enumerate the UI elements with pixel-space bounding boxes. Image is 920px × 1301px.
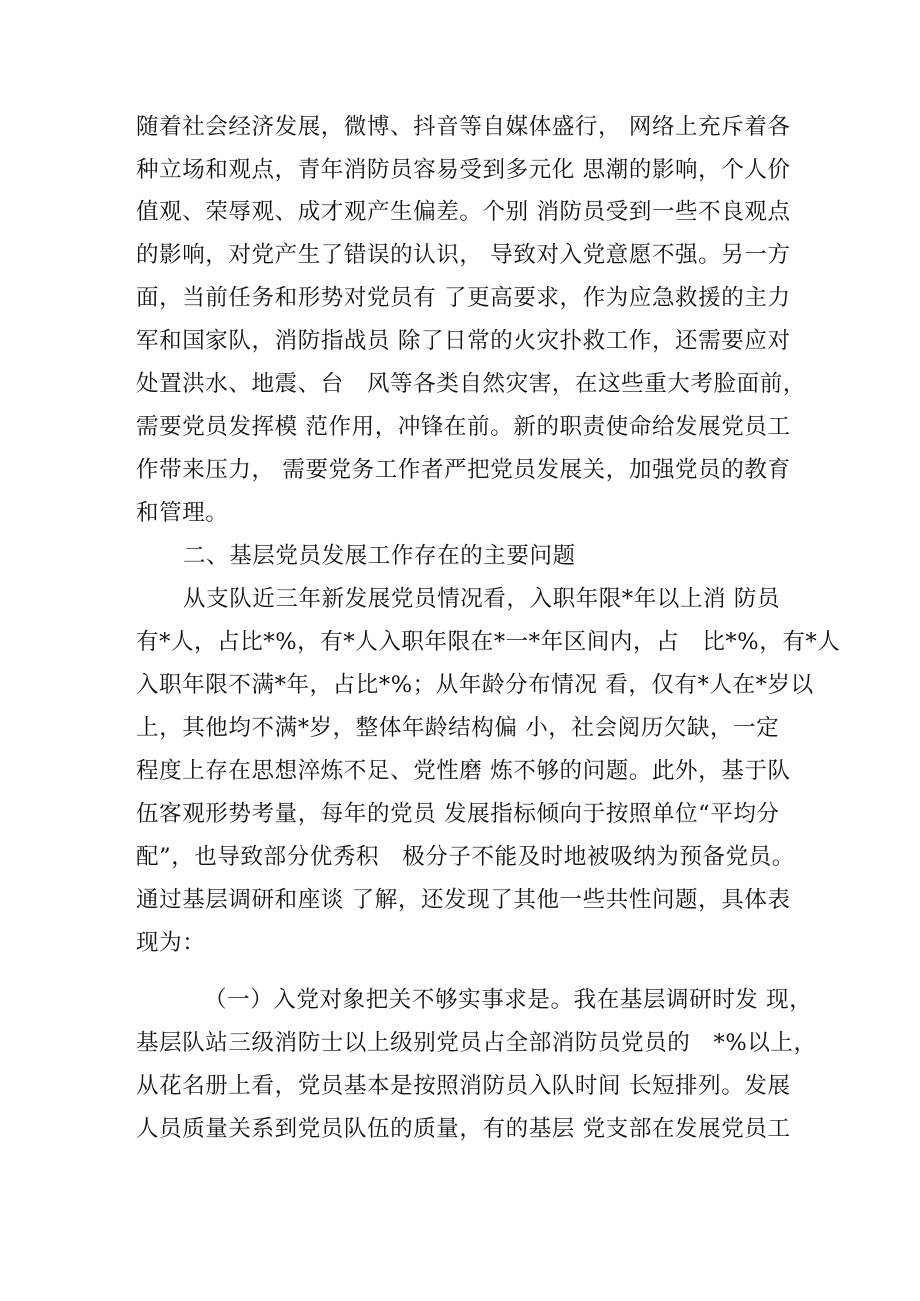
text-line: 有*人，占比*%，有*人入职年限在*一*年区间内，占 比*%，有*人	[136, 629, 841, 655]
text-line: 需要党员发挥模 范作用，冲锋在前。新的职责使命给发展党员工	[136, 414, 791, 440]
text-line: 基层队站三级消防士以上级别党员占全部消防员党员的 *%以上，	[136, 1030, 817, 1056]
text-line: 种立场和观点，青年消防员容易受到多元化 思潮的影响，个人价	[136, 157, 791, 183]
text-line: 处置洪水、地震、台 风等各类自然灾害，在这些重大考脸面前，	[136, 371, 806, 397]
text-line: 入职年限不满*年，占比*%；从年龄分布情况 看，仅有*人在*岁以	[136, 672, 814, 698]
text-line: 配”，也导致部分优秀积 极分子不能及时地被吸纳为预备党员。	[136, 844, 795, 870]
text-line: 现为：	[136, 930, 206, 956]
text-line: 从花名册上看，党员基本是按照消防员入队时间 长短排列。发展	[136, 1073, 791, 1099]
section-heading: 二、基层党员发展工作存在的主要问题	[183, 543, 576, 569]
text-line: 和管理。	[136, 500, 229, 526]
text-line: 通过基层调研和座谈 了解，还发现了其他一些共性问题，具体表	[136, 887, 791, 913]
text-line: 面，当前任务和形势对党员有 了更高要求，作为应急救援的主力	[136, 285, 791, 311]
text-line: 上，其他均不满*岁，整体年龄结构偏 小，社会阅历欠缺，一定	[136, 715, 780, 741]
text-line: 的影响，对党产生了错误的认识， 导致对入党意愿不强。另一方	[136, 242, 791, 268]
text-line: 程度上存在思想淬炼不足、党性磨 炼不够的问题。此外，基于队	[136, 758, 791, 784]
text-line: 随着社会经济发展，微博、抖音等自媒体盛行， 网络上充斥着各	[136, 114, 791, 140]
subsection-heading: （一）入党对象把关不够实事求是。我在基层调研时发 现，	[204, 987, 813, 1013]
text-line: 值观、荣辱观、成才观产生偏差。个别 消防员受到一些不良观点	[136, 199, 791, 225]
text-line: 军和国家队，消防指战员 除了日常的火灾扑救工作，还需要应对	[136, 328, 791, 354]
text-line: 从支队近三年新发展党员情况看，入职年限*年以上消 防员	[183, 586, 781, 612]
text-line: 伍客观形势考量，每年的党员 发展指标倾向于按照单位“平均分	[136, 801, 780, 827]
text-line: 人员质量关系到党员队伍的质量，有的基层 党支部在发展党员工	[136, 1116, 791, 1142]
text-line: 作带来压力， 需要党务工作者严把党员发展关，加强党员的教育	[136, 457, 791, 483]
